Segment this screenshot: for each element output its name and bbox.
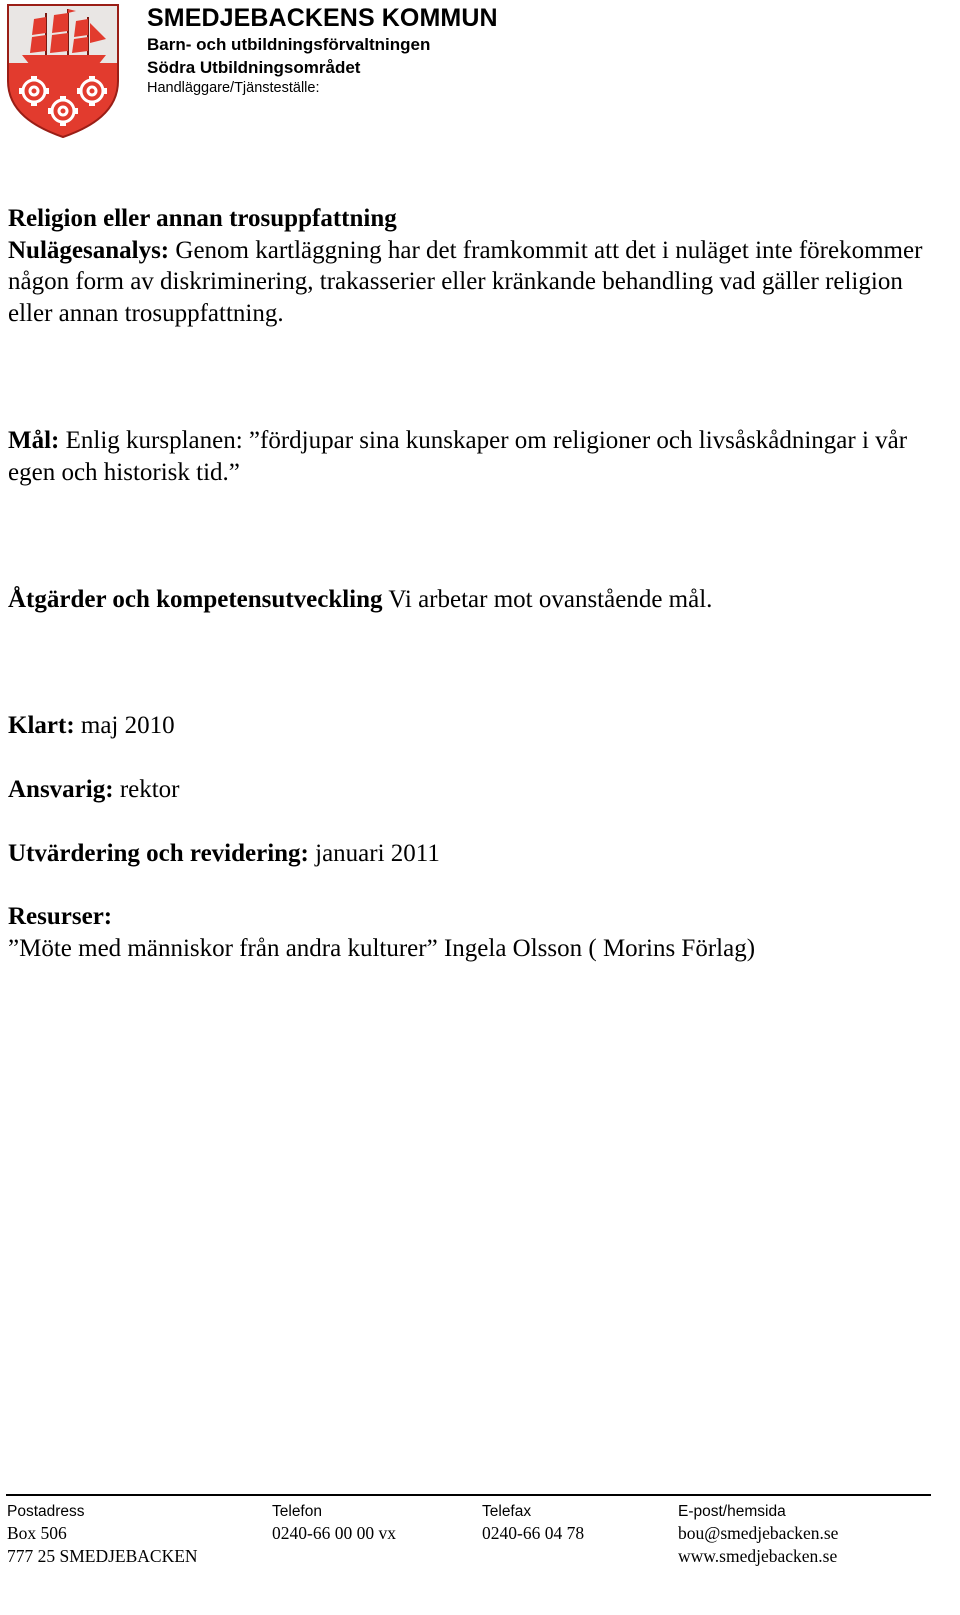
resources-text: ”Möte med människor från andra kulturer” Ingela Olsson ( Morins Förlag)	[8, 934, 756, 962]
responsible-value: rektor	[113, 776, 180, 803]
evaluation-row	[8, 838, 948, 870]
goal-block	[8, 425, 948, 488]
done-row	[8, 710, 948, 742]
area-name: Södra Utbildningsområdet	[147, 58, 361, 77]
actions-label: Åtgärder och kompetensutveckling	[8, 586, 383, 613]
postal-city: 777 25 SMEDJEBACKEN	[7, 1545, 198, 1566]
done-label: Klart:	[8, 712, 75, 739]
footer-divider	[6, 1494, 931, 1496]
postal-box: Box 506	[7, 1523, 67, 1543]
responsible-row	[8, 774, 948, 806]
handler-label: Handläggare/Tjänsteställe:	[147, 80, 320, 96]
resources-block	[8, 901, 948, 964]
actions-text: Vi arbetar mot ovanstående mål.	[382, 586, 713, 613]
footer-web	[678, 1502, 838, 1567]
footer-phone	[272, 1502, 396, 1545]
fax-number: 0240-66 04 78	[482, 1523, 585, 1543]
goal-text: Enlig kursplanen: ”fördjupar sina kunskaper om religioner och livsåskådningar i vår egen och historisk tid.”	[8, 427, 908, 486]
section-title: Religion eller annan trosuppfattning	[8, 205, 397, 232]
goal-label: Mål:	[8, 427, 60, 454]
analysis-label: Nulägesanalys:	[8, 236, 170, 264]
evaluation-value: januari 2011	[308, 840, 440, 867]
organization-name: SMEDJEBACKENS KOMMUN	[147, 4, 498, 32]
phone-label: Telefon	[272, 1503, 322, 1520]
responsible-label: Ansvarig:	[8, 776, 114, 803]
analysis-block	[8, 203, 948, 329]
phone-number: 0240-66 00 00 vx	[272, 1523, 396, 1543]
actions-block	[8, 584, 948, 616]
department-name: Barn- och utbildningsförvaltningen	[147, 35, 431, 54]
municipal-coat-of-arms-icon	[6, 3, 120, 139]
email-link[interactable]: bou@smedjebacken.se	[678, 1523, 839, 1543]
footer-postal	[7, 1502, 198, 1567]
evaluation-label: Utvärdering och revidering:	[8, 840, 309, 867]
fax-label: Telefax	[482, 1503, 532, 1520]
website-link[interactable]: www.smedjebacken.se	[678, 1545, 838, 1566]
postal-label: Postadress	[7, 1503, 85, 1520]
analysis-text: Genom kartläggning har det framkommit att det i nuläget inte förekommer någon form av diskriminering, trakasserier eller kränkande behandling vad gäller religion eller annan trosuppfattning.	[8, 236, 923, 327]
resources-label: Resurser:	[8, 903, 113, 930]
web-label: E-post/hemsida	[678, 1503, 786, 1520]
done-value: maj 2010	[74, 712, 175, 739]
footer-fax	[482, 1502, 584, 1545]
